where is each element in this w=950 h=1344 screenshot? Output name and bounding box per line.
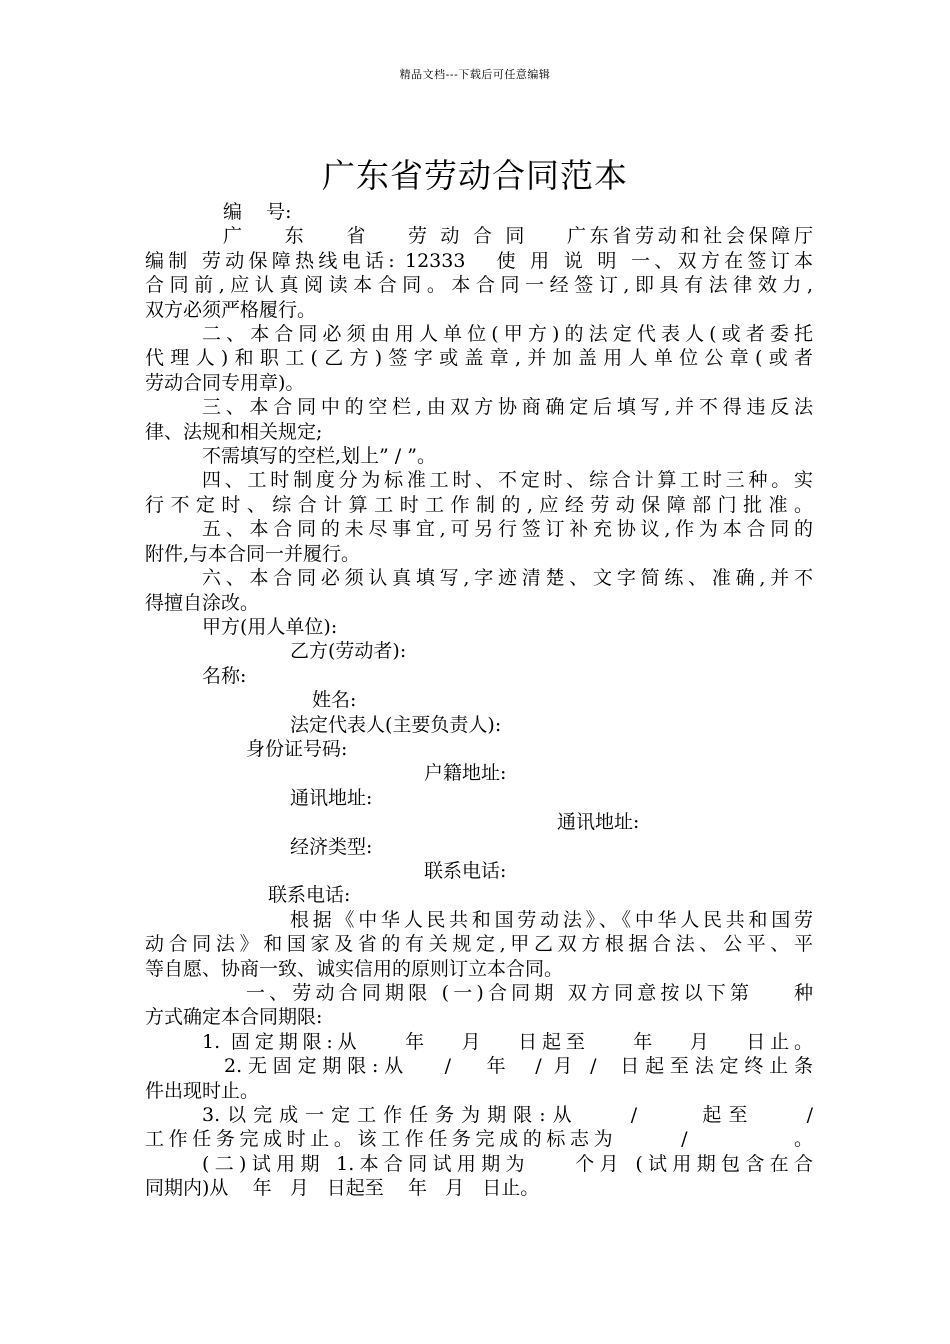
body-line: 二、本合同必须由用人单位(甲方)的法定代表人(或者委托 bbox=[202, 323, 813, 346]
body-line: 双方必须严格履行。 bbox=[145, 298, 317, 321]
body-line: 户籍地址: bbox=[424, 762, 507, 785]
body-line: 三、本合同中的空栏,由双方协商确定后填写,并不得违反法 bbox=[202, 396, 813, 419]
body-line: 通讯地址: bbox=[557, 811, 640, 834]
body-line: 广 东 省 劳 动 合 同 广东省劳动和社会保障厅 bbox=[223, 225, 813, 248]
body-line: (二)试用期 1.本合同试用期为 个月 (试用期包含在合 bbox=[202, 1152, 813, 1175]
body-line: 方式确定本合同期限: bbox=[145, 1006, 323, 1029]
header-note: 精品文档---下载后可任意编辑 bbox=[399, 68, 551, 81]
body-line: 身份证号码: bbox=[246, 737, 348, 760]
body-line: 姓名: bbox=[312, 689, 357, 712]
body-line: 法定代表人(主要负责人): bbox=[290, 713, 502, 736]
body-line: 六、本合同必须认真填写,字迹清楚、文字简练、准确,并不 bbox=[202, 567, 813, 590]
body-line: 附件,与本合同一并履行。 bbox=[145, 542, 361, 565]
body-line: 合同前,应认真阅读本合同。本合同一经签订,即具有法律效力, bbox=[145, 274, 813, 297]
body-line: 通讯地址: bbox=[290, 786, 373, 809]
body-line: 行不定时、综合计算工时工作制的,应经劳动保障部门批准。 bbox=[145, 493, 813, 516]
body-line: 得擅自涂改。 bbox=[145, 591, 260, 614]
body-line: 经济类型: bbox=[290, 835, 373, 858]
body-line: 不需填写的空栏,划上” / ”。 bbox=[202, 445, 436, 468]
body-line: 名称: bbox=[202, 664, 247, 687]
body-line: 四、工时制度分为标准工时、不定时、综合计算工时三种。实 bbox=[202, 469, 813, 492]
body-line: 编制 劳动保障热线电话: 12333 使 用 说 明 一、双方在签订本 bbox=[145, 249, 813, 272]
body-line: 五、本合同的未尽事宜,可另行签订补充协议,作为本合同的 bbox=[202, 518, 813, 541]
body-line: 劳动合同专用章)。 bbox=[145, 371, 305, 394]
body-line: 工作任务完成时止。该工作任务完成的标志为 / 。 bbox=[145, 1128, 813, 1151]
body-line: 3.以完成一定工作任务为期限:从 / 起至 / bbox=[202, 1104, 813, 1127]
document-title: 广东省劳动合同范本 bbox=[322, 156, 628, 196]
body-line: 一、劳动合同期限 (一)合同期 双方同意按以下第 种 bbox=[246, 982, 813, 1004]
body-line: 2.无固定期限:从 / 年 / 月 / 日起至法定终止条 bbox=[224, 1055, 813, 1078]
body-line: 1. 固定期限:从 年 月 日起至 年 月 日止。 bbox=[202, 1030, 813, 1053]
body-line: 律、法规和相关规定; bbox=[145, 420, 323, 443]
contract-body bbox=[145, 200, 813, 1201]
body-line: 同期内)从 年 月 日起至 年 月 日止。 bbox=[145, 1177, 540, 1200]
body-line: 件出现时止。 bbox=[145, 1079, 260, 1102]
body-line: 编 号: bbox=[223, 201, 292, 223]
body-line: 甲方(用人单位): bbox=[202, 615, 338, 638]
body-line: 等自愿、协商一致、诚实信用的原则订立本合同。 bbox=[145, 957, 564, 980]
body-line: 联系电话: bbox=[268, 884, 351, 907]
body-line: 代理人)和职工(乙方)签字或盖章,并加盖用人单位公章(或者 bbox=[145, 347, 813, 370]
body-line: 联系电话: bbox=[424, 859, 507, 882]
body-line: 动合同法》和国家及省的有关规定,甲乙双方根据合法、公平、平 bbox=[145, 933, 813, 956]
body-line: 乙方(劳动者): bbox=[290, 640, 407, 663]
body-line: 根据《中华人民共和国劳动法》、《中华人民共和国劳 bbox=[290, 908, 813, 931]
